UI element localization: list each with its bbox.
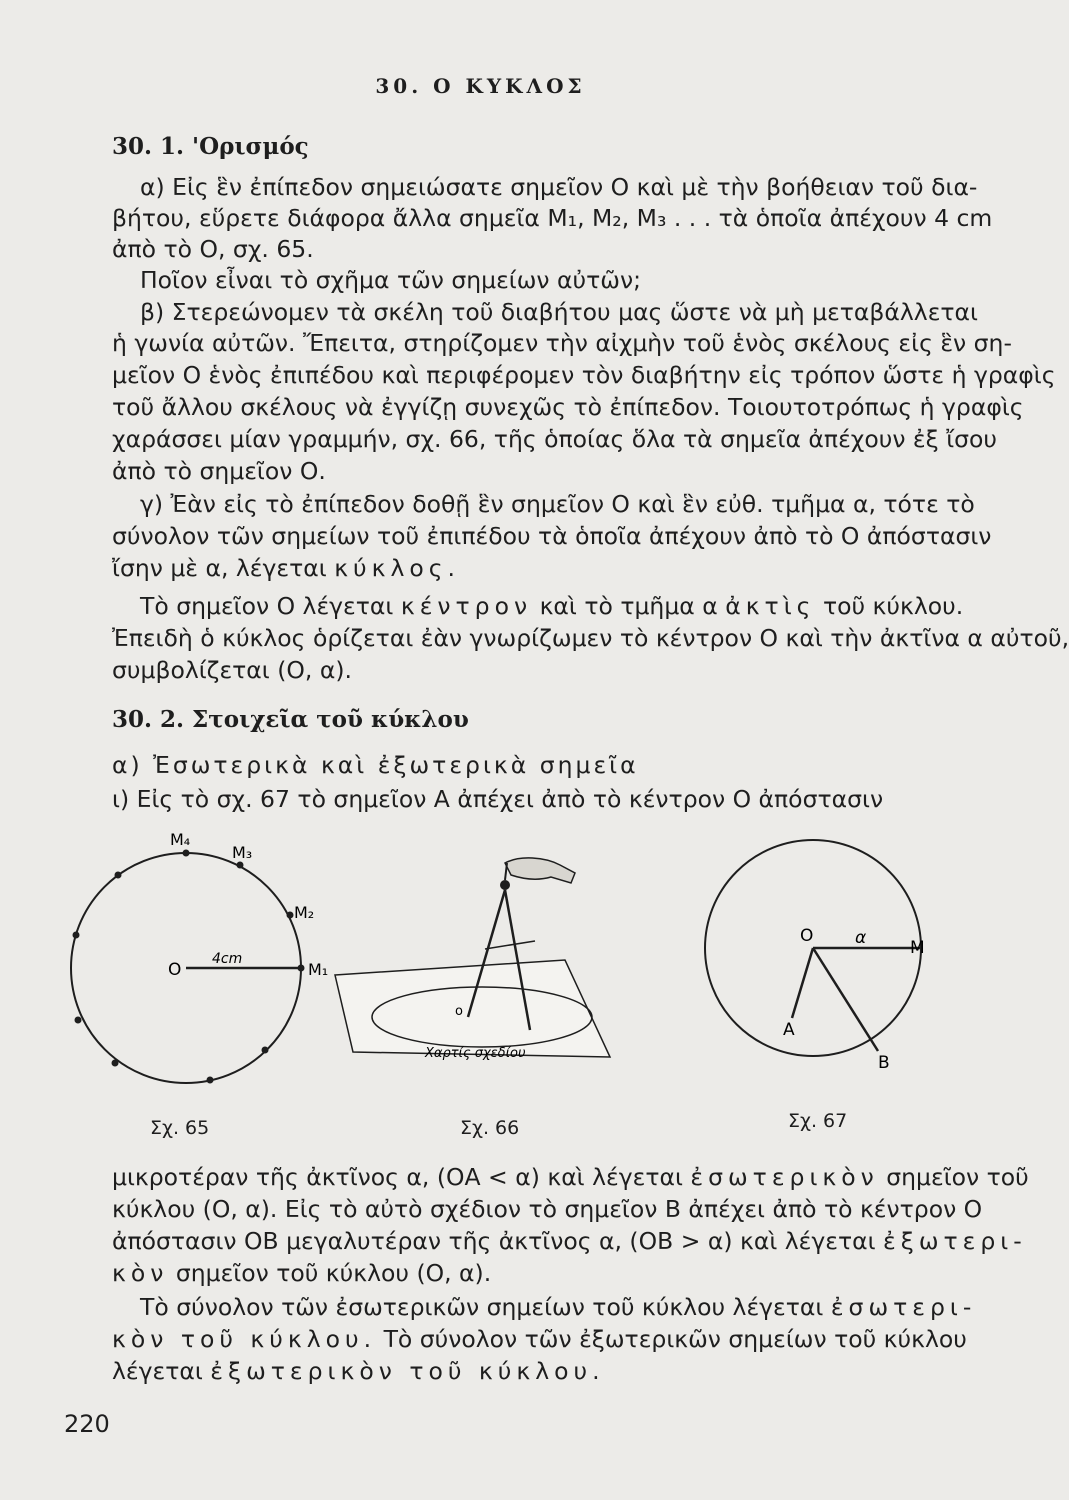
- after-l1-pre: μικροτέραν τῆς ἀκτῖνος α, (ΟΑ < α) καὶ λέγεται: [112, 1163, 683, 1191]
- after-l3-pre: ἀπόστασιν ΟΒ μεγαλυτέραν τῆς ἀκτῖνος α, (ΟΒ > α) καὶ λέγεται: [112, 1227, 876, 1255]
- fig67-label-a: Α: [783, 1020, 795, 1040]
- term-esoteriko-kyklou-1: ἐσωτερι-: [830, 1293, 977, 1321]
- fig65-label-m3: M₃: [232, 843, 253, 862]
- fig65-label-radius: 4cm: [212, 951, 243, 967]
- fig65-label-m4: M₄: [170, 830, 191, 849]
- after-l1-post: σημεῖον τοῦ: [886, 1163, 1029, 1191]
- s1-d-post: τοῦ κύκλου.: [822, 592, 964, 620]
- s1-c-line-1: γ) Ἐὰν εἰς τὸ ἐπίπεδον δοθῇ ἓν σημεῖον Ο καὶ ἓν εὐθ. τμῆμα α, τότε τὸ: [140, 490, 975, 518]
- fig65-point: [115, 872, 122, 879]
- fig67-label-m: Μ: [910, 938, 925, 958]
- s1-c-line-2: σύνολον τῶν σημείων τοῦ ἐπιπέδου τὰ ὁποῖα ἀπέχουν ἀπὸ τὸ Ο ἀπόστασιν: [112, 522, 992, 550]
- term-exoteriko-2: κὸν: [112, 1259, 169, 1287]
- term-exoteriko-kyklou: ἐξωτερικὸν τοῦ κύκλου.: [210, 1357, 605, 1385]
- fig66-label-o: ο: [455, 1004, 463, 1019]
- term-esoteriko-kyklou-2: κὸν τοῦ κύκλου.: [112, 1325, 377, 1353]
- term-exoteriko-1: ἐξωτερι-: [883, 1227, 1027, 1255]
- fig65-point: [298, 965, 305, 972]
- s1-b-line-2: ἡ γωνία αὐτῶν. Ἔπειτα, στηρίζομεν τὴν αἰχμὴν τοῦ ἑνὸς σκέλους εἰς ἓν ση-: [112, 329, 1012, 357]
- fig65-point: [73, 932, 80, 939]
- after-line-5: [140, 1292, 977, 1322]
- hand-icon: [505, 858, 575, 883]
- term-aktis: ἀκτὶς: [725, 592, 816, 620]
- section-2-heading: 30. 2. Στοιχεῖα τοῦ κύκλου: [112, 706, 469, 733]
- term-kyklos: κύκλος.: [334, 554, 461, 582]
- after-l7-pre: λέγεται: [112, 1357, 203, 1385]
- figure-67: [695, 835, 945, 1105]
- fig67-label-o: Ο: [800, 926, 814, 946]
- fig67-label-radius: α: [855, 928, 867, 948]
- fig67-label-b: Β: [878, 1053, 890, 1073]
- figure-65: [60, 825, 340, 1125]
- after-line-7: [112, 1356, 938, 1386]
- term-kentron: κέντρον: [400, 592, 533, 620]
- s1-b-line-4: τοῦ ἄλλου σκέλους νὰ ἐγγίζῃ συνεχῶς τὸ ἐπίπεδον. Τοιουτοτρόπως ἡ γραφὶς: [112, 393, 1024, 421]
- after-line-4: [112, 1258, 938, 1288]
- fig65-point: [207, 1077, 214, 1084]
- fig65-point: [183, 850, 190, 857]
- fig65-caption: Σχ. 65: [150, 1117, 210, 1139]
- s1-b-line-3: μεῖον Ο ἑνὸς ἐπιπέδου καὶ περιφέρομεν τὸν διαβήτην εἰς τρόπον ὥστε ἡ γραφὶς: [112, 361, 1056, 389]
- after-l4-post: σημεῖον τοῦ κύκλου (Ο, α).: [175, 1259, 492, 1287]
- fig65-point: [262, 1047, 269, 1054]
- s1-d-line-1: [140, 591, 966, 621]
- term-esoteriko-simeio: ἐσωτερικὸν: [690, 1163, 879, 1191]
- after-line-6: [112, 1324, 967, 1354]
- after-l6-post: Τὸ σύνολον τῶν ἐξωτερικῶν σημείων τοῦ κύκλου: [383, 1325, 967, 1353]
- after-line-3: [112, 1226, 1027, 1256]
- s1-a-line-3: ἀπὸ τὸ Ο, σχ. 65.: [112, 235, 314, 263]
- s2-i-line: ι) Εἰς τὸ σχ. 67 τὸ σημεῖον Α ἀπέχει ἀπὸ τὸ κέντρον Ο ἀπόστασιν: [112, 785, 884, 813]
- section-1-heading: 30. 1. 'Ορισμός: [112, 133, 309, 160]
- s1-a-line-1: α) Εἰς ἓν ἐπίπεδον σημειώσατε σημεῖον Ο καὶ μὲ τὴν βοήθειαν τοῦ δια-: [140, 173, 978, 201]
- fig65-point: [287, 912, 294, 919]
- figure-66: [325, 845, 625, 1070]
- s1-b-line-6: ἀπὸ τὸ σημεῖον Ο.: [112, 457, 326, 485]
- s1-a-line-2: βήτου, εὕρετε διάφορα ἄλλα σημεῖα Μ₁, Μ₂, Μ₃ . . . τὰ ὁποῖα ἀπέχουν 4 cm: [112, 204, 993, 232]
- fig67-caption: Σχ. 67: [788, 1110, 848, 1132]
- s1-d-pre: Τὸ σημεῖον Ο λέγεται: [140, 592, 394, 620]
- page-number: 220: [64, 1410, 110, 1438]
- s1-c-line-3: [112, 553, 938, 583]
- s1-b-line-1: β) Στερεώνομεν τὰ σκέλη τοῦ διαβήτου μας ὥστε νὰ μὴ μεταβάλλεται: [140, 298, 979, 326]
- after-l5-pre: Τὸ σύνολον τῶν ἐσωτερικῶν σημείων τοῦ κύκλου λέγεται: [140, 1293, 824, 1321]
- s1-d-line-3: συμβολίζεται (Ο, α).: [112, 656, 352, 684]
- after-line-2: κύκλου (Ο, α). Εἰς τὸ αὐτὸ σχέδιον τὸ σημεῖον Β ἀπέχει ἀπὸ τὸ κέντρον Ο: [112, 1195, 983, 1223]
- fig67-segment-ob: [813, 948, 878, 1051]
- fig65-point: [112, 1060, 119, 1067]
- s1-d-line-2: Ἐπειδὴ ὁ κύκλος ὁρίζεται ἐὰν γνωρίζωμεν τὸ κέντρον Ο καὶ τὴν ἀκτῖνα α αὐτοῦ,: [112, 624, 1069, 652]
- chapter-title: 30. Ο ΚΥΚΛΟΣ: [375, 74, 586, 98]
- s1-c-line-3-text: ἴσην μὲ α, λέγεται: [112, 554, 327, 582]
- s2-a-heading: α) Ἐσωτερικὰ καὶ ἐξωτερικὰ σημεῖα: [112, 751, 639, 779]
- s1-question: Ποῖον εἶναι τὸ σχῆμα τῶν σημείων αὐτῶν;: [140, 266, 641, 294]
- fig66-caption: Σχ. 66: [460, 1117, 520, 1139]
- fig65-point: [75, 1017, 82, 1024]
- fig65-label-o: Ο: [168, 960, 182, 980]
- fig65-point: [237, 862, 244, 869]
- after-line-1: [112, 1162, 1029, 1192]
- s1-d-mid: καὶ τὸ τμῆμα α: [539, 592, 718, 620]
- fig65-label-m1: M₁: [308, 960, 329, 979]
- s1-b-line-5: χαράσσει μίαν γραμμήν, σχ. 66, τῆς ὁποίας ὅλα τὰ σημεῖα ἀπέχουν ἐξ ἴσου: [112, 425, 998, 453]
- fig67-segment-oa: [792, 948, 813, 1018]
- fig66-paper-label: Χαρτίς σχεδίου: [425, 1046, 526, 1061]
- fig65-label-m2: M₂: [294, 903, 315, 922]
